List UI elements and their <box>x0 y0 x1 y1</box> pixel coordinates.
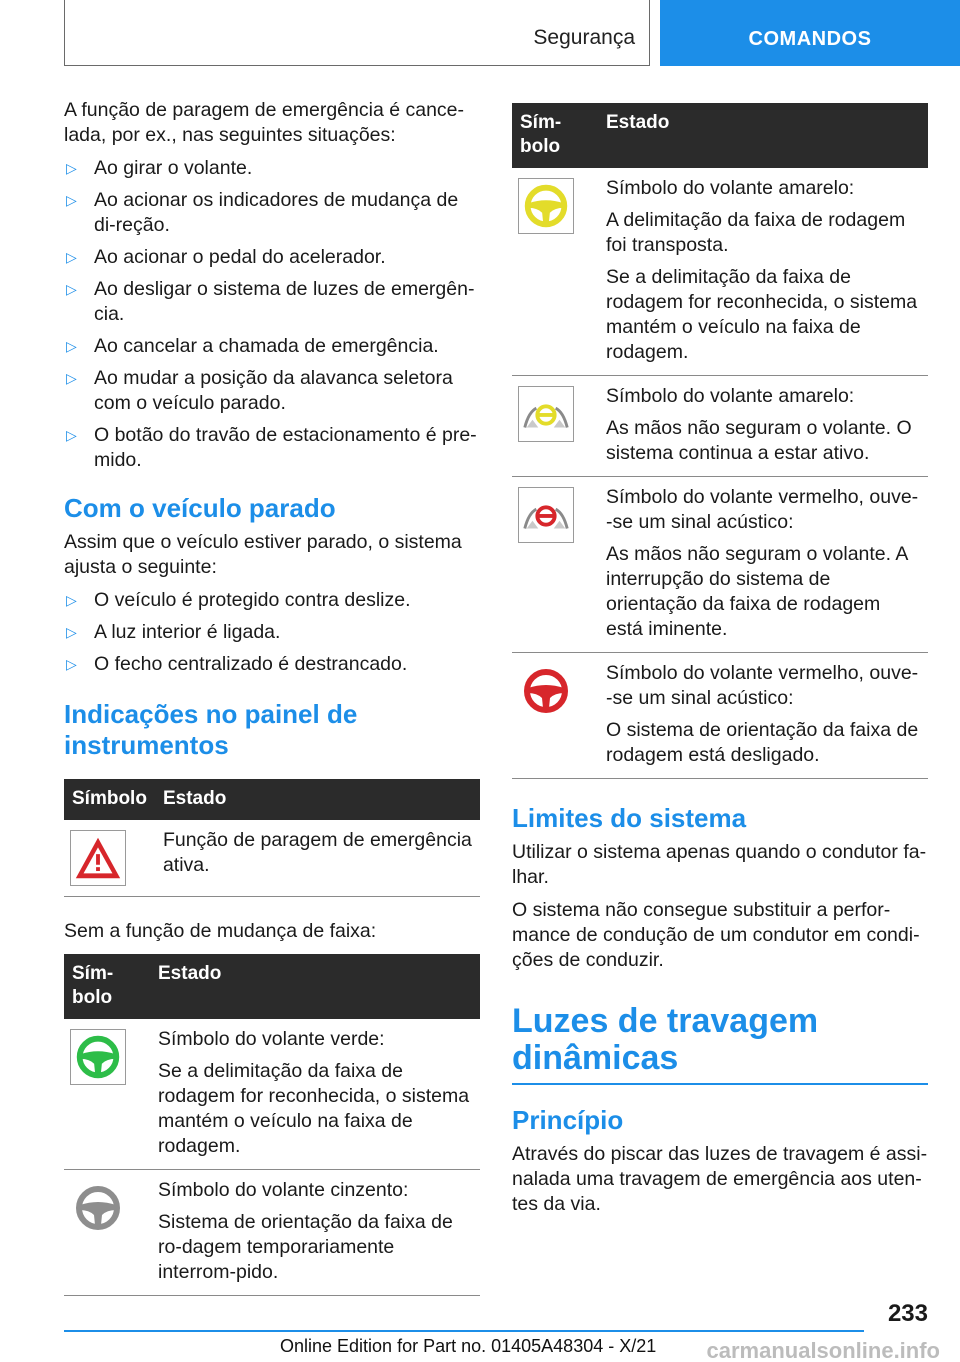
stopped-list <box>64 588 480 677</box>
brake-lights-heading: Luzes de travagem dinâmicas <box>512 1002 819 1077</box>
list-item: ▷ Ao acionar o pedal do acelerador. <box>66 246 386 268</box>
bullet-triangle-icon: ▷ <box>66 338 77 354</box>
footer-rule <box>64 1330 864 1332</box>
col-header-symbol: Sím-bolo <box>512 103 598 168</box>
status-table-emergency <box>64 779 480 897</box>
bullet-triangle-icon: ▷ <box>66 592 77 608</box>
list-item: ▷ Ao cancelar a chamada de emergência. <box>66 335 439 357</box>
header-section-box <box>64 0 650 66</box>
list-item: ▷ O fecho centralizado é destrancado. <box>66 653 408 675</box>
col-header-symbol: Símbolo <box>64 779 155 820</box>
watermark: carmanualsonline.info <box>706 1338 940 1362</box>
list-item: ▷ Ao mudar a posição da alavanca seletora com o veículo parado. <box>66 367 453 414</box>
list-item: ▷ Ao acionar os indicadores de mudança de di-reção. <box>66 189 459 236</box>
steering-wheel-yellow-icon <box>518 178 574 234</box>
right-column <box>512 103 928 1225</box>
list-item: ▷ Ao girar o volante. <box>66 157 253 179</box>
col-header-state: Estado <box>598 103 928 168</box>
limits-paragraph-1: Utilizar o sistema apenas quando o condutor fa-lhar. <box>512 841 927 888</box>
table-row: Símbolo do volante cinzento: Sistema de orientação da faixa de ro-dagem temporariamente interrom-pido. <box>64 1170 480 1296</box>
steering-wheel-red-icon <box>518 663 574 719</box>
steering-wheel-grey-icon <box>70 1180 126 1236</box>
list-item: ▷ O veículo é protegido contra deslize. <box>66 589 411 611</box>
cancel-intro: A função de paragem de emergência é cance-lada, por ex., nas seguintes situações: <box>64 99 465 146</box>
stopped-intro: Assim que o veículo estiver parado, o sistema ajusta o seguinte: <box>64 531 462 578</box>
bullet-triangle-icon: ▷ <box>66 249 77 265</box>
table-row: Símbolo do volante vermelho, ouve--se um sinal acústico: O sistema de orientação da faixa de rodagem está desligado. <box>512 653 928 779</box>
bullet-triangle-icon: ▷ <box>66 370 77 386</box>
status-table-lane <box>64 954 480 1296</box>
limits-paragraph-2: O sistema não consegue substituir a perfor-mance de condução de um condutor em condi-ções de conduzir. <box>512 899 920 971</box>
heading-rule <box>512 1083 928 1085</box>
principle-heading: Princípio <box>512 1105 624 1135</box>
chapter-tab-label: COMANDOS <box>748 28 872 50</box>
bullet-triangle-icon: ▷ <box>66 656 77 672</box>
bullet-triangle-icon: ▷ <box>66 624 77 640</box>
cancel-list <box>64 156 480 473</box>
list-item: ▷ A luz interior é ligada. <box>66 621 281 643</box>
warning-triangle-icon <box>70 830 126 886</box>
hands-off-red-icon <box>518 487 574 543</box>
principle-text: Através do piscar das luzes de travagem é assi-nalada uma travagem de emergência aos uten-tes da via. <box>512 1143 928 1215</box>
steering-wheel-green-icon <box>70 1029 126 1085</box>
col-header-state: Estado <box>155 779 480 820</box>
lane-caption: Sem a função de mudança de faixa: <box>64 920 377 942</box>
col-header-symbol: Sím-bolo <box>64 954 150 1019</box>
left-column <box>64 98 480 1296</box>
chapter-tab <box>660 0 960 66</box>
bullet-triangle-icon: ▷ <box>66 192 77 208</box>
section-title: Segurança <box>533 26 635 49</box>
display-heading: Indicações no painel de instrumentos <box>64 699 358 760</box>
bullet-triangle-icon: ▷ <box>66 427 77 443</box>
table-row: Símbolo do volante amarelo: A delimitação da faixa de rodagem foi transposta. Se a delimitação da faixa de rodagem for reconhecida, o sistema mantém o veículo na faixa de rodagem. <box>512 168 928 376</box>
status-table-lane-continued <box>512 103 928 779</box>
page-number: 233 <box>887 1300 928 1327</box>
list-item: ▷ Ao desligar o sistema de luzes de emergên-cia. <box>66 278 475 325</box>
list-item: ▷ O botão do travão de estacionamento é pre-mido. <box>66 424 477 471</box>
table-row: Símbolo do volante amarelo: As mãos não seguram o volante. O sistema continua a estar ativo. <box>512 376 928 477</box>
table-row: Símbolo do volante verde: Se a delimitação da faixa de rodagem for reconhecida, o sistema mantém o veículo na faixa de rodagem. <box>64 1019 480 1170</box>
bullet-triangle-icon: ▷ <box>66 160 77 176</box>
bullet-triangle-icon: ▷ <box>66 281 77 297</box>
table-row: Símbolo do volante vermelho, ouve--se um sinal acústico: As mãos não seguram o volante. A interrupção do sistema de orientação da faixa de rodagem está iminente. <box>512 477 928 653</box>
table-row: Função de paragem de emergência ativa. <box>64 820 480 897</box>
col-header-state: Estado <box>150 954 480 1019</box>
stopped-heading: Com o veículo parado <box>64 493 336 523</box>
edition-note: Online Edition for Part no. 01405A48304 - X/21 <box>280 1336 657 1356</box>
hands-off-yellow-icon <box>518 386 574 442</box>
limits-heading: Limites do sistema <box>512 803 747 833</box>
